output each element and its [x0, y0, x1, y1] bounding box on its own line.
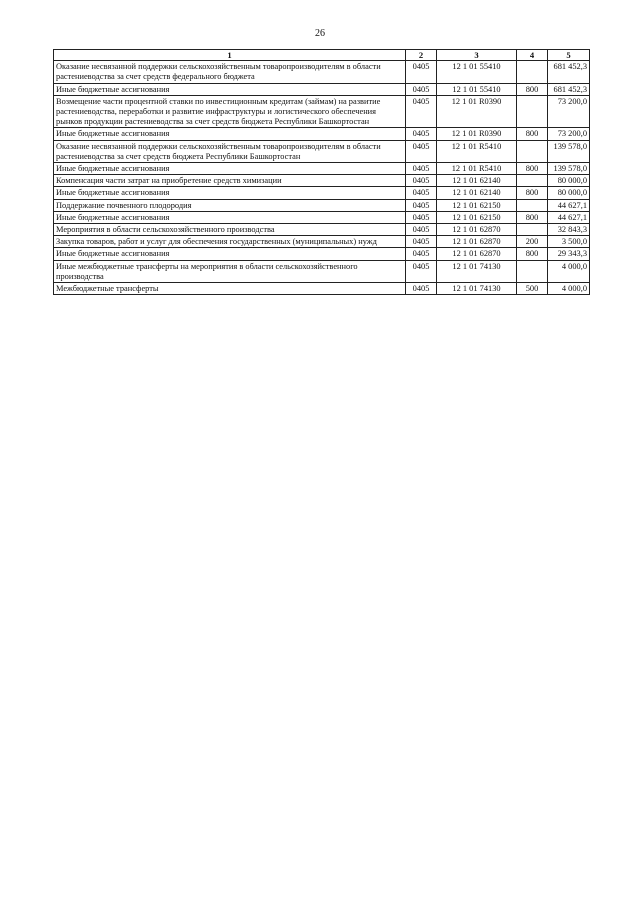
row-code-cell: 12 1 01 62150 — [437, 199, 517, 211]
header-col-5: 5 — [548, 50, 590, 61]
row-section-cell: 0405 — [406, 248, 437, 260]
row-type-cell: 800 — [517, 128, 548, 140]
row-type-cell: 800 — [517, 187, 548, 199]
row-code-cell: 12 1 01 R0390 — [437, 95, 517, 128]
row-type-cell — [517, 260, 548, 282]
row-type-cell — [517, 175, 548, 187]
row-name-cell: Иные бюджетные ассигнования — [54, 248, 406, 260]
table-row — [54, 187, 590, 199]
row-section-cell: 0405 — [406, 199, 437, 211]
table-row — [54, 163, 590, 175]
header-col-3: 3 — [437, 50, 517, 61]
row-section-cell: 0405 — [406, 175, 437, 187]
row-amount-cell: 73 200,0 — [548, 128, 590, 140]
header-col-1: 1 — [54, 50, 406, 61]
table-row — [54, 175, 590, 187]
row-name-cell: Иные бюджетные ассигнования — [54, 128, 406, 140]
row-name-cell: Компенсация части затрат на приобретение средств химизации — [54, 175, 406, 187]
row-type-cell: 800 — [517, 163, 548, 175]
row-name-cell: Закупка товаров, работ и услуг для обеспечения государственных (муниципальных) нужд — [54, 236, 406, 248]
row-section-cell: 0405 — [406, 260, 437, 282]
row-section-cell: 0405 — [406, 95, 437, 128]
row-code-cell: 12 1 01 62140 — [437, 187, 517, 199]
row-name-cell: Иные межбюджетные трансферты на мероприятия в области сельскохозяйственного производства — [54, 260, 406, 282]
row-amount-cell: 73 200,0 — [548, 95, 590, 128]
row-type-cell — [517, 95, 548, 128]
row-amount-cell: 681 452,3 — [548, 83, 590, 95]
row-amount-cell: 681 452,3 — [548, 61, 590, 83]
table-row — [54, 236, 590, 248]
row-amount-cell: 4 000,0 — [548, 283, 590, 295]
table-row — [54, 248, 590, 260]
row-code-cell: 12 1 01 R5410 — [437, 140, 517, 162]
row-section-cell: 0405 — [406, 140, 437, 162]
row-type-cell — [517, 140, 548, 162]
row-code-cell: 12 1 01 74130 — [437, 283, 517, 295]
row-type-cell: 200 — [517, 236, 548, 248]
table-row — [54, 211, 590, 223]
row-code-cell: 12 1 01 R5410 — [437, 163, 517, 175]
row-name-cell: Иные бюджетные ассигнования — [54, 187, 406, 199]
row-name-cell: Иные бюджетные ассигнования — [54, 163, 406, 175]
row-section-cell: 0405 — [406, 211, 437, 223]
header-col-2: 2 — [406, 50, 437, 61]
table-row — [54, 128, 590, 140]
row-code-cell: 12 1 01 62150 — [437, 211, 517, 223]
row-name-cell: Иные бюджетные ассигнования — [54, 211, 406, 223]
row-type-cell — [517, 61, 548, 83]
row-amount-cell: 139 578,0 — [548, 140, 590, 162]
table-row — [54, 140, 590, 162]
table-row — [54, 224, 590, 236]
row-code-cell: 12 1 01 55410 — [437, 61, 517, 83]
row-amount-cell: 3 500,0 — [548, 236, 590, 248]
row-type-cell: 800 — [517, 248, 548, 260]
row-code-cell: 12 1 01 62870 — [437, 248, 517, 260]
row-code-cell: 12 1 01 62140 — [437, 175, 517, 187]
row-section-cell: 0405 — [406, 187, 437, 199]
header-row — [54, 50, 590, 61]
row-name-cell: Поддержание почвенного плодородия — [54, 199, 406, 211]
row-amount-cell: 44 627,1 — [548, 199, 590, 211]
row-code-cell: 12 1 01 74130 — [437, 260, 517, 282]
row-section-cell: 0405 — [406, 61, 437, 83]
row-type-cell — [517, 224, 548, 236]
row-name-cell: Межбюджетные трансферты — [54, 283, 406, 295]
row-name-cell: Возмещение части процентной ставки по инвестиционным кредитам (займам) на развитие растениеводства, переработки и развитие инфраструктуры и логистического обеспечения рынков продукции растениеводства за счет средств бюджета Республики Башкортостан — [54, 95, 406, 128]
row-type-cell: 500 — [517, 283, 548, 295]
row-section-cell: 0405 — [406, 236, 437, 248]
table-row — [54, 95, 590, 128]
header-col-4: 4 — [517, 50, 548, 61]
row-section-cell: 0405 — [406, 83, 437, 95]
row-amount-cell: 4 000,0 — [548, 260, 590, 282]
table-row — [54, 260, 590, 282]
row-amount-cell: 80 000,0 — [548, 187, 590, 199]
budget-table — [53, 49, 590, 295]
row-type-cell: 800 — [517, 83, 548, 95]
page-number: 26 — [315, 28, 325, 39]
table-row — [54, 83, 590, 95]
row-name-cell: Мероприятия в области сельскохозяйственного производства — [54, 224, 406, 236]
row-type-cell: 800 — [517, 211, 548, 223]
row-section-cell: 0405 — [406, 163, 437, 175]
table-row — [54, 283, 590, 295]
row-code-cell: 12 1 01 62870 — [437, 236, 517, 248]
table-row — [54, 61, 590, 83]
row-name-cell: Оказание несвязанной поддержки сельскохозяйственным товаропроизводителям в области растениеводства за счет средств бюджета Республики Башкортостан — [54, 140, 406, 162]
row-amount-cell: 32 843,3 — [548, 224, 590, 236]
table-body — [54, 61, 590, 295]
row-code-cell: 12 1 01 R0390 — [437, 128, 517, 140]
row-code-cell: 12 1 01 62870 — [437, 224, 517, 236]
row-amount-cell: 29 343,3 — [548, 248, 590, 260]
row-section-cell: 0405 — [406, 283, 437, 295]
row-amount-cell: 139 578,0 — [548, 163, 590, 175]
row-code-cell: 12 1 01 55410 — [437, 83, 517, 95]
row-amount-cell: 44 627,1 — [548, 211, 590, 223]
row-name-cell: Оказание несвязанной поддержки сельскохозяйственным товаропроизводителям в области растениеводства за счет средств федерального бюджета — [54, 61, 406, 83]
row-name-cell: Иные бюджетные ассигнования — [54, 83, 406, 95]
row-amount-cell: 80 000,0 — [548, 175, 590, 187]
row-section-cell: 0405 — [406, 224, 437, 236]
table-header — [54, 50, 590, 61]
row-section-cell: 0405 — [406, 128, 437, 140]
table-row — [54, 199, 590, 211]
row-type-cell — [517, 199, 548, 211]
